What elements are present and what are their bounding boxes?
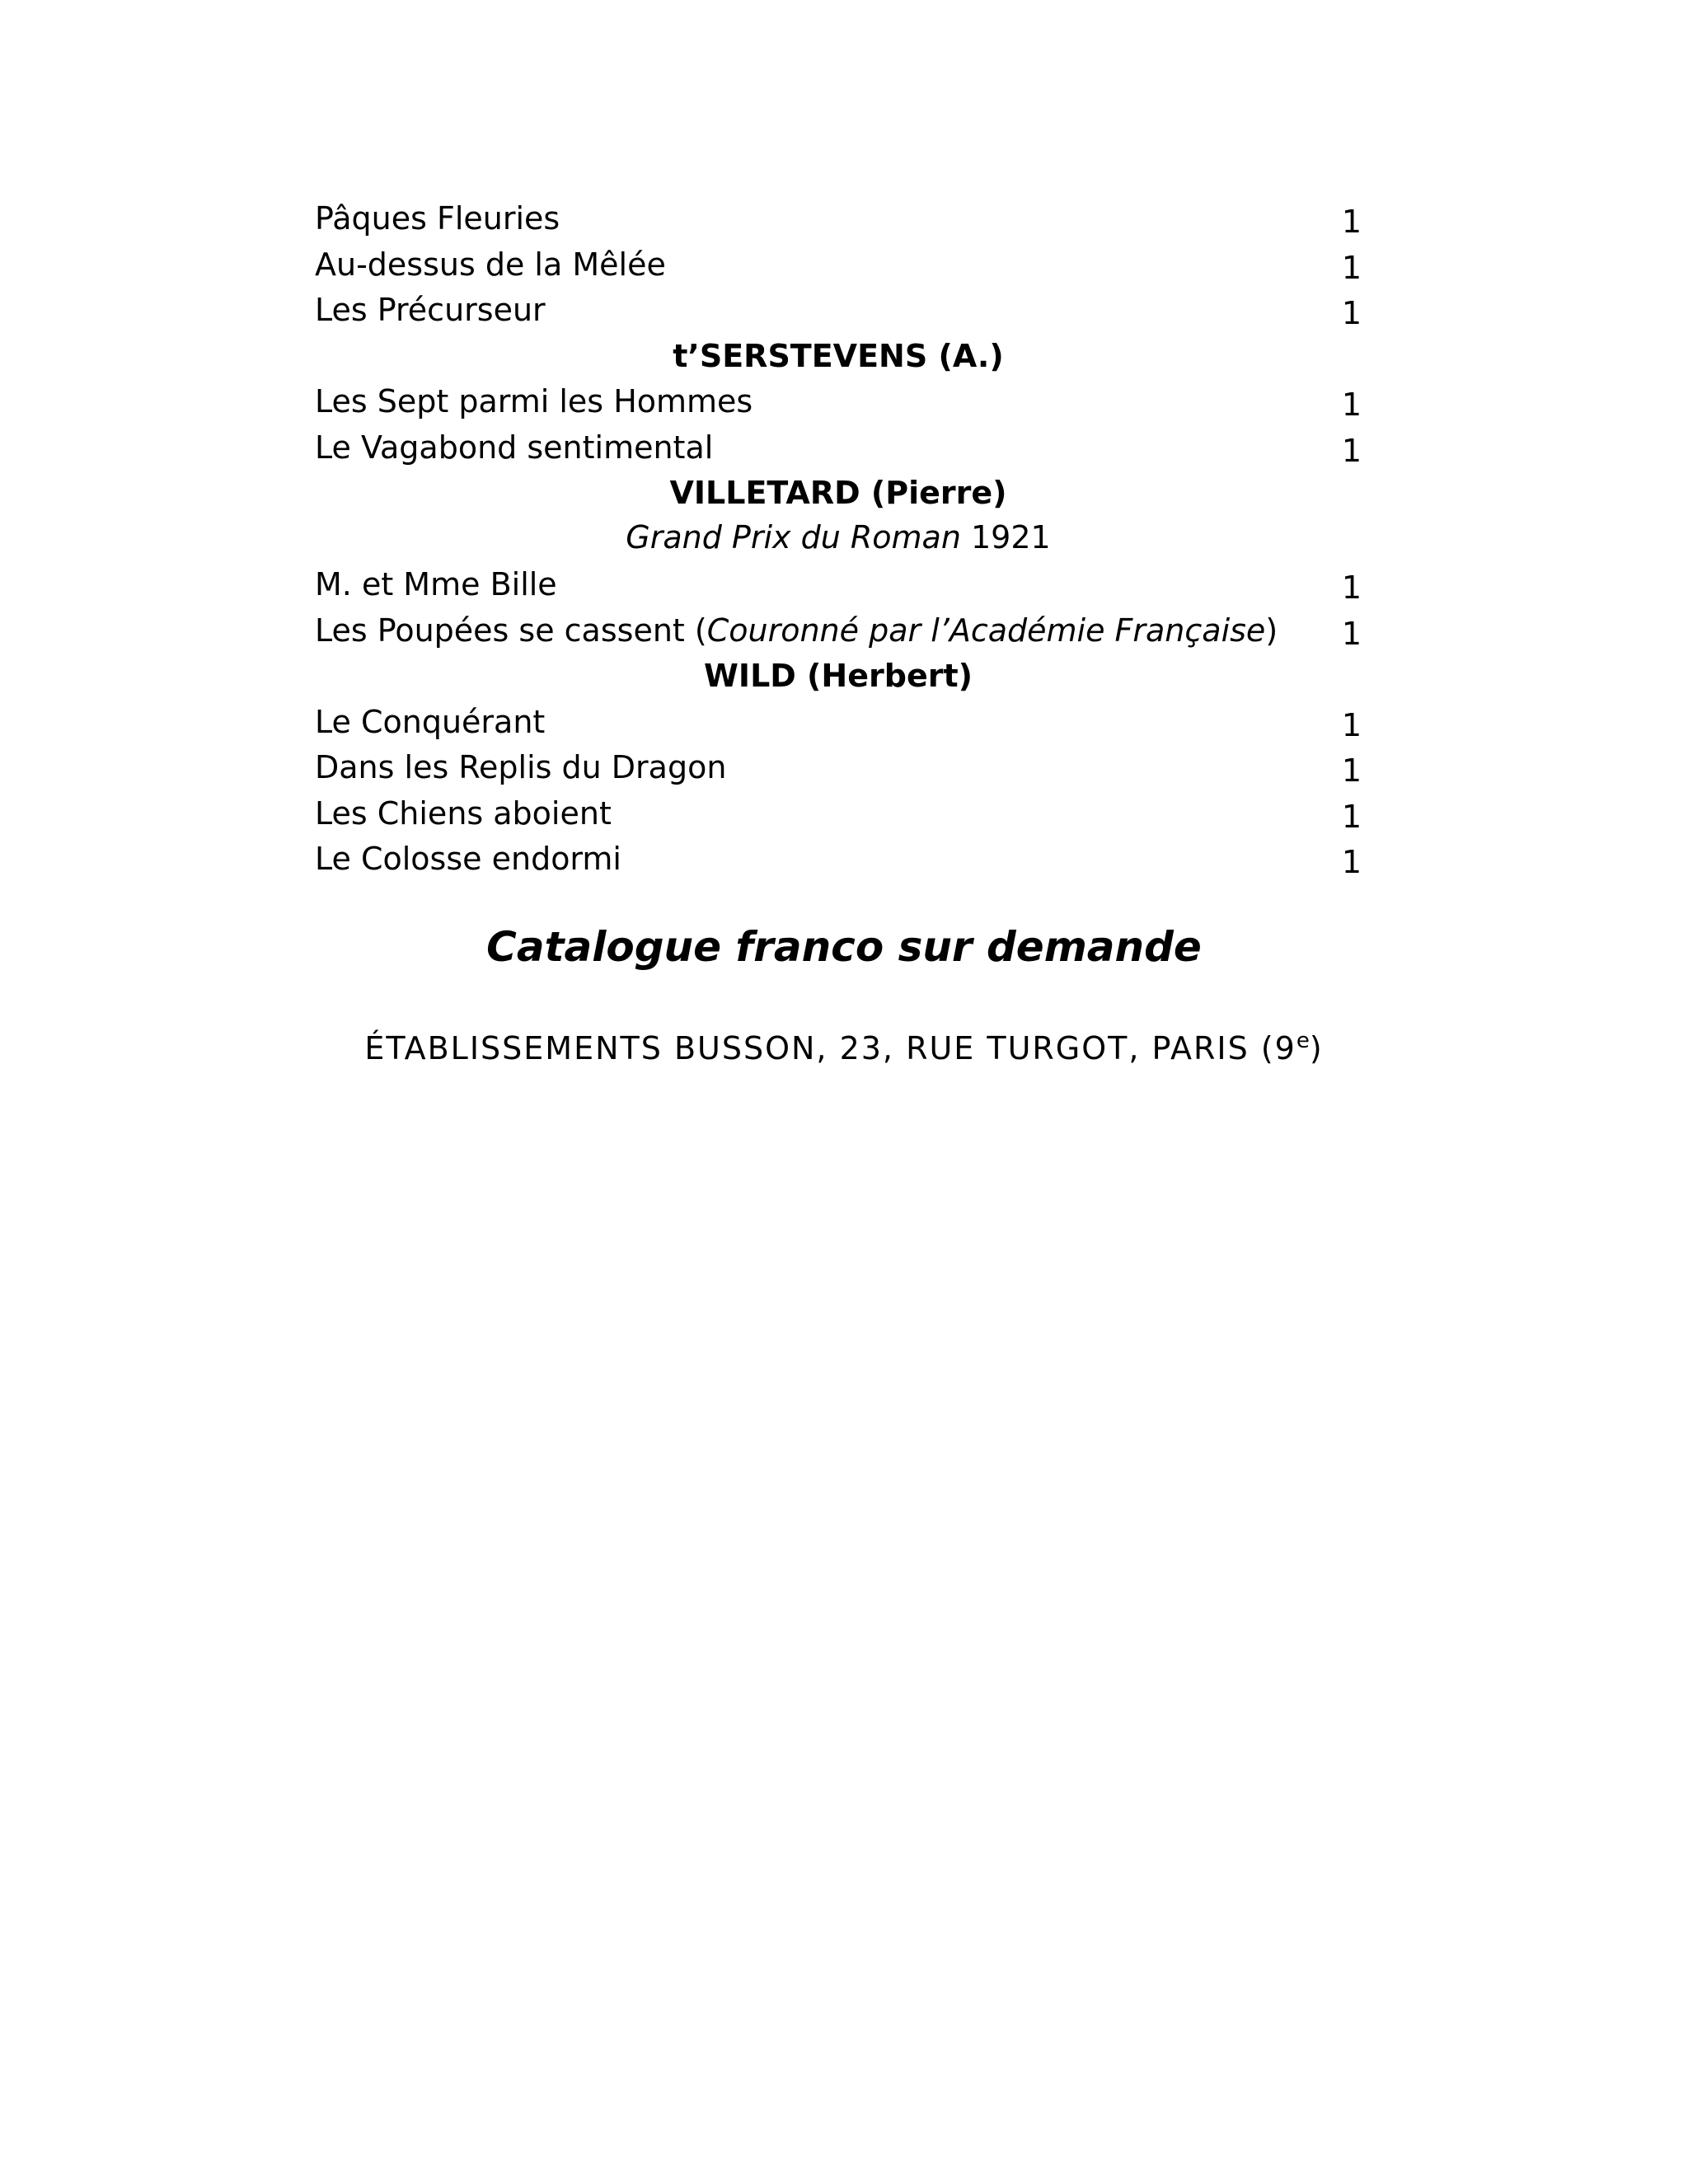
book-entry [315,791,1362,837]
volume-count: 1 [1341,569,1362,606]
book-title [315,196,560,242]
volume-count: 1 [1341,844,1362,880]
book-title-text: Les Sept parmi les Hommes [315,383,753,419]
book-title-text: Les Poupées se cassent ( [315,612,707,649]
author-heading: t’SERSTEVENS (A.) [673,337,1004,374]
address-superscript: e [1296,1029,1310,1053]
book-entry [315,242,1362,288]
address-main: ÉTABLISSEMENTS BUSSON, 23, RUE TURGOT, PARIS (9 [364,1030,1296,1066]
book-title [315,700,545,746]
book-title-text: Pâques Fleuries [315,200,560,237]
book-title [315,791,612,837]
book-title [315,379,753,425]
book-entry [315,379,1362,425]
book-title-annotation: Couronné par l’Académie Française [706,612,1266,649]
book-title-text: Le Colosse endormi [315,841,621,877]
volume-count: 1 [1341,798,1362,835]
book-title-text: Dans les Replis du Dragon [315,749,727,785]
catalogue-notice: Catalogue franco sur demande [486,923,1202,971]
publisher-address [0,1029,1688,1066]
book-entry [315,196,1362,242]
book-title-text: Les Chiens aboient [315,794,612,832]
author-heading: WILD (Herbert) [704,658,973,694]
book-title-text: Les Précurseur [315,292,546,328]
book-title [315,242,666,288]
book-entry [315,288,1362,334]
book-entry [315,425,1362,471]
book-title [315,288,546,334]
volume-count: 1 [1341,249,1362,286]
volume-count: 1 [1341,615,1362,652]
volume-count: 1 [1341,706,1362,743]
book-title [315,608,1278,654]
volume-count: 1 [1341,387,1362,423]
award-name: Grand Prix du Roman [626,518,961,555]
book-entry [315,700,1362,746]
volume-count: 1 [1341,432,1362,469]
book-title-text: M. et Mme Bille [315,566,557,602]
book-title [315,837,621,883]
author-award-note [315,517,1362,563]
award-year: 1921 [960,518,1051,555]
author-heading: VILLETARD (Pierre) [669,475,1007,511]
book-title-text: Le Conquérant [315,703,546,740]
book-title [315,745,726,791]
volume-count: 1 [1341,295,1362,331]
book-title [315,562,557,608]
book-title-closing: ) [1265,612,1278,649]
book-entry [315,562,1362,608]
book-entry [315,608,1362,654]
book-entry [315,837,1362,883]
book-title [315,425,713,471]
book-entry [315,745,1362,791]
volume-count: 1 [1341,752,1362,789]
book-title-text: Le Vagabond sentimental [315,429,714,466]
book-title-text: Au-dessus de la Mêlée [315,246,666,283]
volume-count: 1 [1341,204,1362,240]
address-close: ) [1309,1030,1324,1066]
book-listing [315,196,1362,883]
